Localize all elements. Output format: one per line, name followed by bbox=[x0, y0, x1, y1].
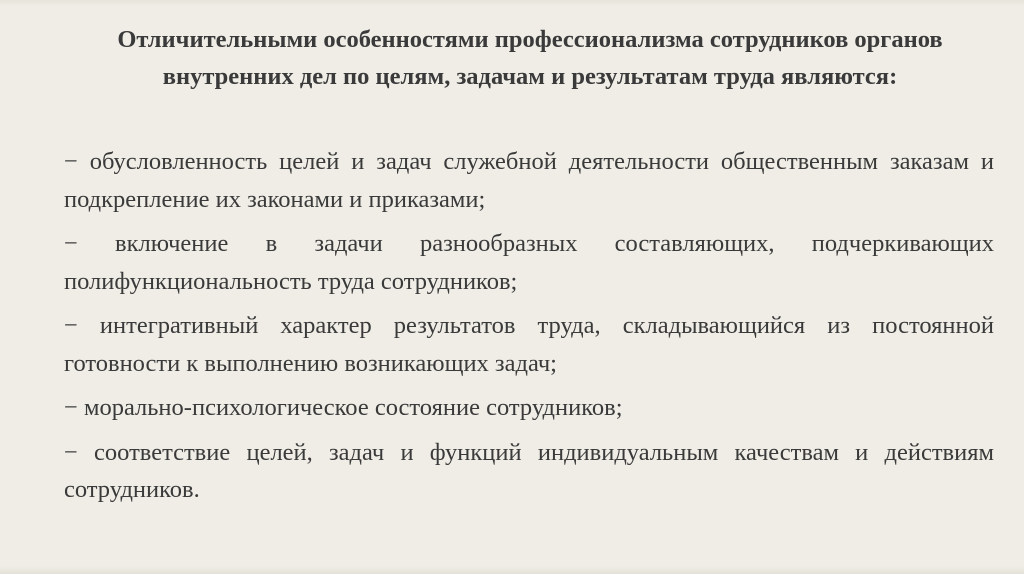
slide-title: Отличительными особенностями профессионализма сотрудников органов внутренних дел по целям, задачам и результатам труда являются: bbox=[117, 26, 943, 90]
list-item: − обусловленность целей и задач служебной деятельности общественным заказам и подкрепление их законами и приказами; bbox=[64, 148, 994, 213]
bullet-list bbox=[64, 143, 994, 516]
list-item: − соответствие целей, задач и функций индивидуальным качествам и действиям сотрудников. bbox=[64, 438, 994, 503]
list-item: − интегративный характер результатов труда, складывающийся из постоянной готовности к выполнению возникающих задач; bbox=[64, 312, 994, 377]
list-item: − морально-психологическое состояние сотрудников; bbox=[64, 394, 623, 421]
list-item: − включение в задачи разнообразных составляющих, подчеркивающих полифункциональность труда сотрудников; bbox=[64, 230, 994, 295]
